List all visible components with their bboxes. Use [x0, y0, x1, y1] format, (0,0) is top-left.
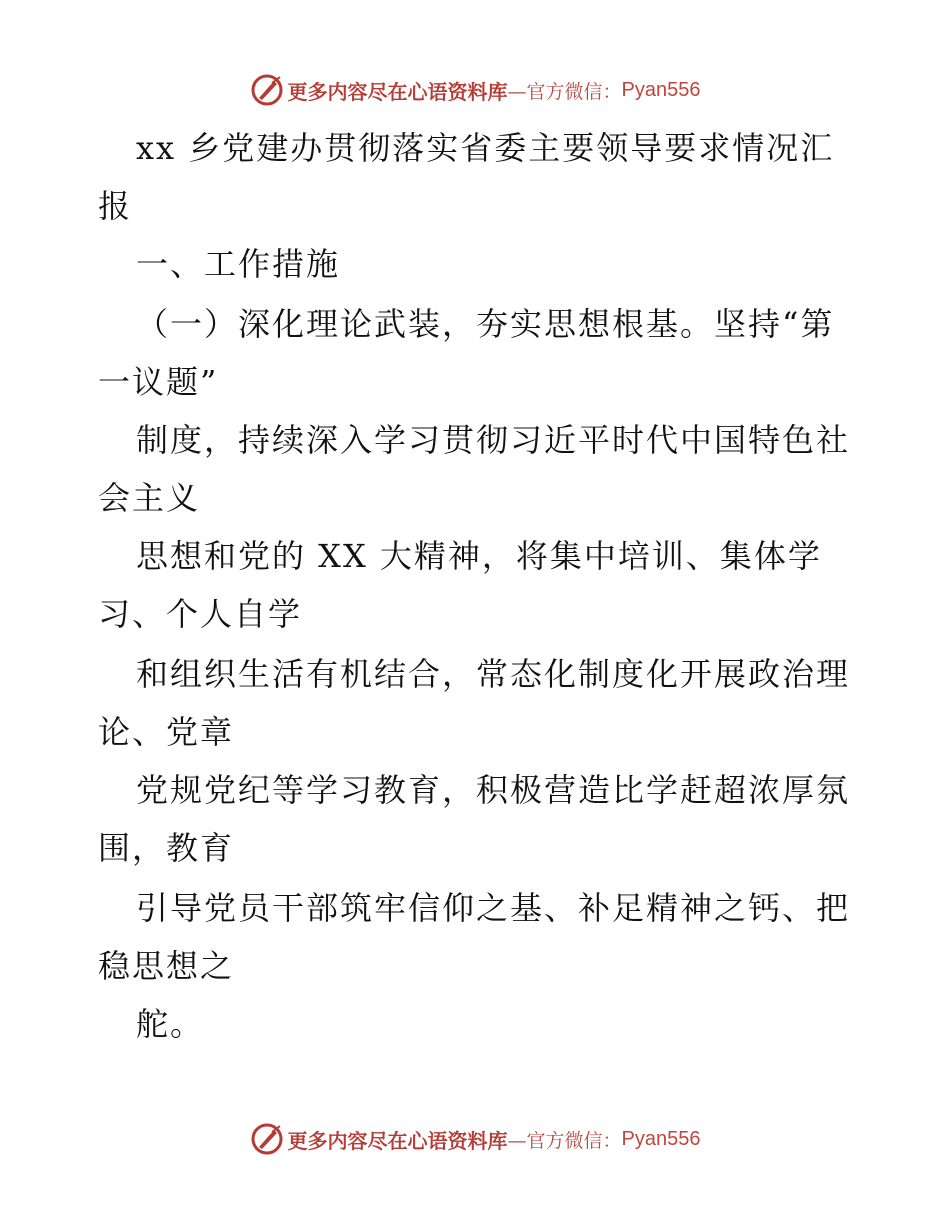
paragraph-line: 党规党纪等学习教育，积极营造比学赶超浓厚氛	[136, 771, 851, 809]
paragraph-line: （一）深化理论武装，夯实思想根基。坚持“第	[136, 305, 835, 343]
header-watermark-sub: —官方微信：	[507, 80, 622, 103]
document-title-line-1: xx 乡党建办贯彻落实省委主要领导要求情况汇	[136, 129, 835, 167]
paragraph-line: 思想和党的 XX 大精神，将集中培训、集体学	[136, 537, 822, 575]
paragraph-line: 和组织生活有机结合，常态化制度化开展政治理	[136, 655, 851, 693]
paragraph-line: 稳思想之	[98, 947, 235, 985]
header-watermark-id: Pyan556	[621, 78, 701, 101]
footer-watermark-main: 更多内容尽在心语资料库	[287, 1128, 508, 1153]
paragraph-line: 制度，持续深入学习贯彻习近平时代中国特色社	[136, 421, 851, 459]
paragraph-line: 一议题”	[98, 363, 219, 401]
document-title-line-2: 报	[98, 187, 133, 225]
paragraph-line: 围，教育	[98, 829, 235, 867]
quill-logo-icon	[250, 1122, 284, 1156]
paragraph-line: 舵。	[136, 1005, 205, 1043]
paragraph-line: 引导党员干部筑牢信仰之基、补足精神之钙、把	[136, 889, 851, 927]
paragraph-line: 习、个人自学	[98, 595, 303, 633]
footer-watermark-sub: —官方微信：	[507, 1129, 622, 1152]
paragraph-line: 会主义	[98, 479, 201, 517]
paragraph-line: 论、党章	[98, 713, 235, 751]
section-heading: 一、工作措施	[136, 245, 341, 283]
footer-watermark-id: Pyan556	[621, 1127, 701, 1150]
header-watermark-main: 更多内容尽在心语资料库	[287, 79, 508, 104]
footer-watermark-banner	[0, 1117, 950, 1161]
